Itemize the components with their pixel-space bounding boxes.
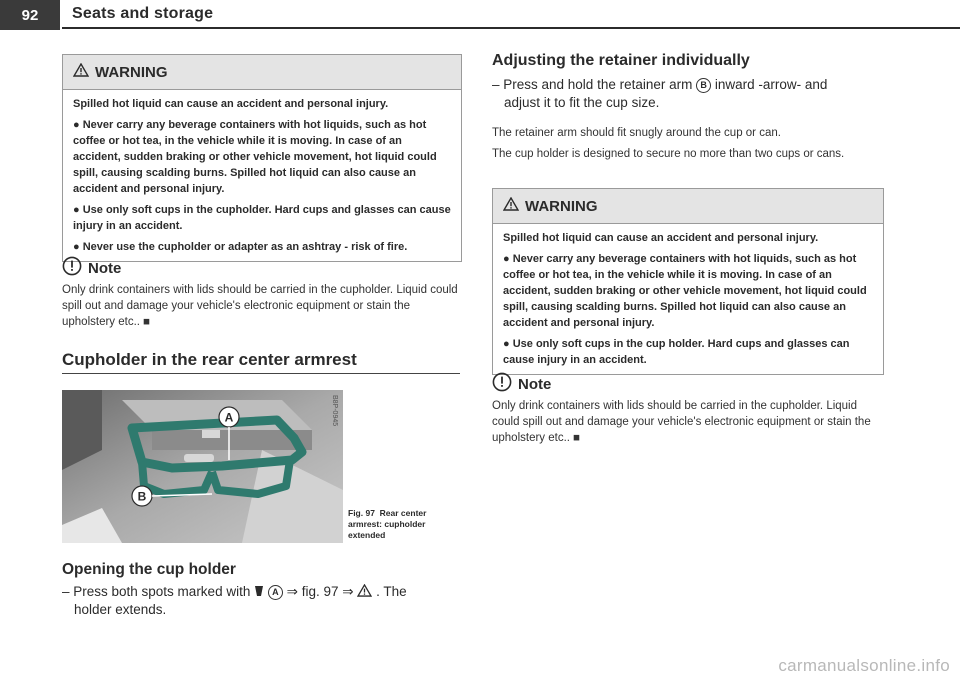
note-title: Note — [88, 260, 122, 277]
note-title: Note — [518, 376, 552, 393]
marker-b-icon: B — [696, 78, 711, 93]
figure-number: Fig. 97 — [348, 508, 375, 518]
warning-triangle-icon — [503, 197, 525, 216]
right-warning-box — [492, 188, 884, 375]
note-icon — [62, 256, 82, 281]
figure-label-b: B — [137, 489, 147, 504]
left-note-text: Only drink containers with lids should be carried in the cupholder. Liquid could spill out and damage your vehicle's electronic equipment or stain the upholstery etc.. ■ — [62, 284, 458, 328]
adjusting-heading: Adjusting the retainer individually — [492, 52, 750, 69]
adjusting-para-2: The cup holder is designed to secure no more than two cups or cans. — [492, 148, 845, 160]
warning-bullet: ● Use only soft cups in the cup holder. Hard cups and glasses can cause injury in an accident. — [503, 338, 850, 366]
opening-step-end: . The — [376, 584, 407, 599]
opening-step — [62, 583, 462, 619]
warning-bullet: ● Never carry any beverage containers with hot liquids, such as hot coffee or hot tea, in the vehicle while it is moving. In case of an accident, sudden braking or other vehicle movement, hot liquid could spill, causing scalding burns. Spilled hot liquid can also cause an accident and personal injury. — [73, 119, 437, 195]
left-warning-box — [62, 54, 462, 262]
adjusting-step-text-2: inward -arrow- and — [714, 77, 828, 92]
page-number: 92 — [0, 0, 60, 30]
opening-step-line2: holder extends. — [74, 602, 167, 617]
warning-ref-icon — [357, 584, 376, 599]
note-icon — [492, 372, 512, 397]
cupholder-figure — [62, 390, 343, 543]
warning-body — [63, 90, 461, 261]
warning-lead: Spilled hot liquid can cause an accident and personal injury. — [73, 98, 389, 110]
page-header — [0, 0, 960, 30]
right-note-text: Only drink containers with lids should be carried in the cupholder. Liquid could spill out and damage your vehicle's electronic equipment or stain the upholstery etc.. ■ — [492, 400, 871, 444]
warning-title: WARNING — [95, 63, 168, 81]
right-note-header — [492, 372, 551, 397]
warning-header — [493, 189, 883, 224]
header-divider — [62, 27, 960, 29]
watermark: carmanualsonline.info — [778, 656, 950, 675]
cupholder-section-heading: Cupholder in the rear center armrest — [62, 350, 357, 369]
figure-code: B8P-0945 — [331, 395, 338, 427]
marker-a-icon: A — [268, 585, 283, 600]
warning-body — [493, 224, 883, 374]
figure-reference-link[interactable]: ⇒ fig. 97 ⇒ — [286, 584, 354, 599]
warning-bullet: ● Never carry any beverage containers with hot liquids, such as hot coffee or hot tea, in the vehicle while it is moving. In case of an accident, sudden braking or other vehicle movement, hot liquid could spill, causing scalding burns. Spilled hot liquid can also cause an accident and personal injury. — [503, 253, 867, 329]
opening-step-text: – Press both spots marked with — [62, 584, 251, 599]
warning-bullet: ● Never use the cupholder or adapter as an ashtray - risk of fire. — [73, 241, 408, 253]
left-note-header — [62, 256, 121, 281]
adjusting-step-line2: adjust it to fit the cup size. — [504, 95, 660, 110]
figure-caption — [348, 508, 458, 541]
cupholder-illustration — [62, 390, 343, 543]
warning-lead: Spilled hot liquid can cause an accident and personal injury. — [503, 232, 819, 244]
figure-label-a: A — [224, 410, 234, 425]
warning-title: WARNING — [525, 197, 598, 215]
adjusting-step-text: – Press and hold the retainer arm — [492, 77, 693, 92]
opening-heading: Opening the cup holder — [62, 561, 236, 578]
adjusting-step — [492, 76, 888, 112]
figure-caption-text: Rear center armrest: cupholder extended — [348, 508, 427, 540]
warning-bullet: ● Use only soft cups in the cupholder. Hard cups and glasses can cause injury in an accident. — [73, 204, 451, 232]
adjusting-para-1: The retainer arm should fit snugly around the cup or can. — [492, 127, 781, 139]
warning-header — [63, 55, 461, 90]
section-heading-rule — [62, 373, 460, 374]
cup-icon — [254, 584, 268, 599]
warning-triangle-icon — [73, 63, 95, 82]
section-title: Seats and storage — [72, 5, 214, 22]
